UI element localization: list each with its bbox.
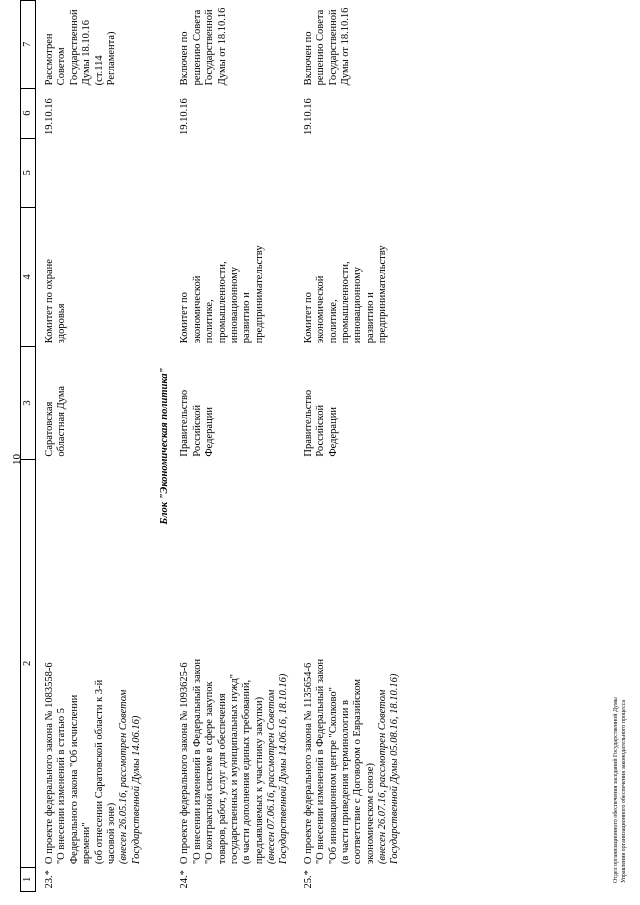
committee-cell: Комитет по экономической политике, промышленности, инновационному развитию и предпринимательству: [179, 245, 265, 344]
column-header: 6: [21, 88, 36, 138]
decision-cell: Включен по решению Совета Государственной Думы от 18.10.16: [302, 7, 351, 86]
committee-cell: Комитет по охране здоровья: [44, 259, 68, 344]
table-header-row: [21, 1, 36, 892]
bill-description: "О внесении изменений в Федеральный закон "Об инновационном центре "Сколково" (в части приведения терминологии в соответствие с Договором о Евразийском экономическом союзе): [315, 658, 376, 865]
bill-cell: [303, 460, 414, 867]
block-heading: Блок "Экономическая политика": [159, 367, 170, 525]
bill-description: "О внесении изменений в статью 5 Федерального закона "Об исчислении времени" (об отнесении Саратовской области к 3-й часовой зоне): [56, 679, 117, 865]
date-cell: 19.10.16: [44, 98, 55, 136]
empty-cell: [36, 138, 156, 208]
row-number: 25.*: [302, 870, 314, 889]
bill-title: О проекте федерального закона № 1135654-6: [302, 662, 314, 865]
date-cell: 19.10.16: [179, 98, 191, 136]
bill-title: О проекте федерального закона № 1093625-6: [179, 662, 191, 865]
decision-cell: Рассмотрен Советом Государственной Думы 18.10.16 (ст.114 Регламента): [44, 9, 117, 86]
row-number: 24.*: [179, 870, 191, 889]
agenda-table: [20, 0, 414, 892]
empty-cell: [179, 138, 302, 208]
row-number: 23.*: [44, 870, 55, 889]
bill-cell: [179, 460, 302, 867]
empty-cell: [303, 138, 414, 208]
initiator-cell: Правительство Российской Федерации: [302, 389, 339, 457]
column-header: 2: [21, 460, 36, 867]
block-heading-row: [155, 1, 179, 892]
initiator-cell: Правительство Российской Федерации: [179, 389, 216, 457]
committee-cell: Комитет по экономической политике, промышленности, инновационному развитию и предпринимательству: [302, 245, 388, 344]
bill-note: (внесен 26.07.16, рассмотрен Советом Государственной Думы 05.08.16, 18.10.16): [377, 673, 401, 865]
table-row: [36, 1, 156, 892]
table-row: [179, 1, 302, 892]
footer: [613, 697, 629, 883]
column-header: 1: [21, 867, 36, 891]
table-row: [303, 1, 414, 892]
footer-line: Управления организационного обеспечения законодательного процесса: [620, 699, 627, 883]
bill-description: "О внесении изменений в Федеральный закон "О контрактной системе в сфере закупок товаров, работ, услуг для обеспечения государственных и муниципальных нужд" (в части дополнения единых требований, предъявляемых к участнику закупки): [191, 658, 265, 865]
footer-line: Отдел организационного обеспечения заседаний Государственной Думы: [613, 697, 619, 883]
page-number: 10: [11, 454, 23, 465]
initiator-cell: Саратовская областная Дума: [44, 385, 68, 457]
bill-title: О проекте федерального закона № 1083558-6: [44, 662, 55, 865]
column-header: 4: [21, 208, 36, 347]
bill-note: (внесен 26.05.16, рассмотрен Советом Государственной Думы 14.06.16): [118, 689, 142, 865]
decision-cell: Включен по решению Совета Государственной Думы от 18.10.16: [179, 7, 228, 86]
bill-cell: [36, 460, 156, 867]
date-cell: 19.10.16: [302, 98, 314, 136]
column-header: 5: [21, 138, 36, 208]
column-header: 7: [21, 1, 36, 89]
column-header: 3: [21, 346, 36, 459]
bill-note: (внесен 07.06.16, рассмотрен Советом Государственной Думы 14.06.16, 18.10.16): [266, 673, 290, 865]
